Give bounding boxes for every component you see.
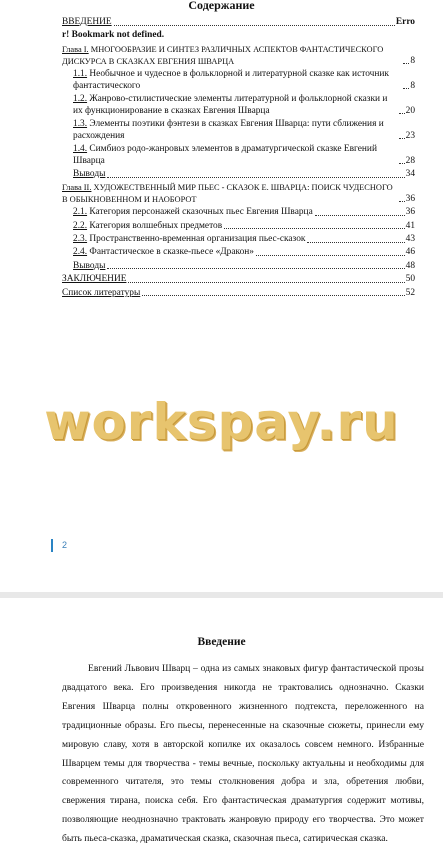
toc-entry-text[interactable] <box>73 69 401 92</box>
toc-leader-dots <box>224 228 404 229</box>
toc-entry-title[interactable]: Фантастическое в сказке-пьесе «Дракон» <box>87 247 254 258</box>
toc-leader-dots <box>307 242 404 243</box>
toc-entry[interactable] <box>62 69 415 92</box>
toc-entry-page: 48 <box>405 260 415 271</box>
toc-entry-title[interactable]: Элементы поэтики фэнтези в сказках Евгения Шварца: пути сближения и расхождения <box>73 118 384 141</box>
toc-entry-text[interactable] <box>73 234 305 246</box>
watermark: workspay.ru <box>44 393 399 451</box>
toc-entry-text[interactable] <box>73 207 313 219</box>
toc-entry-page: 34 <box>405 168 415 179</box>
toc-entry-label[interactable]: 1.3. <box>73 118 88 129</box>
toc-leader-dots <box>403 63 409 64</box>
toc-entry[interactable] <box>62 94 415 117</box>
toc-entry-page: 50 <box>405 274 415 285</box>
toc-title: Содержание <box>188 0 255 12</box>
toc-entry-page: 36 <box>405 193 415 204</box>
toc-entry-page: 41 <box>405 220 415 231</box>
toc-entry[interactable] <box>62 119 415 142</box>
toc-entry[interactable] <box>62 182 415 205</box>
toc-leader-dots <box>399 201 405 202</box>
toc-entry-label[interactable]: ВВЕДЕНИЕ <box>62 17 112 27</box>
toc-entry-text[interactable] <box>62 274 126 286</box>
toc-entry-label[interactable]: 2.4. <box>73 247 88 258</box>
toc-entry-label[interactable]: 1.2. <box>73 93 88 104</box>
toc-entry-text[interactable] <box>62 44 401 67</box>
toc-leader-dots <box>107 268 404 269</box>
toc-entry-text[interactable] <box>73 247 254 259</box>
toc-entry-title[interactable]: Категория персонажей сказочных пьес Евгения Шварца <box>87 207 313 218</box>
toc-entry-page: 23 <box>405 130 415 141</box>
toc-entry[interactable] <box>62 261 415 273</box>
toc-entry-text[interactable] <box>62 17 112 29</box>
toc-leader-dots <box>399 138 405 139</box>
toc-leader-dots <box>142 295 404 296</box>
toc-entry-title[interactable]: Симбиоз родо-жанровых элементов в драматургической сказке Евгений Шварца <box>73 143 377 166</box>
toc-entry-title[interactable]: Пространственно-временная организация пьес-сказок <box>87 234 306 245</box>
toc-entry-page: 36 <box>405 207 415 218</box>
toc-entry-page: 46 <box>405 247 415 258</box>
toc-entry-title[interactable]: Необычное и чудесное в фольклорной и литературной сказке как источник фантастического <box>73 68 389 91</box>
toc-entry[interactable] <box>62 288 415 300</box>
toc-leader-dots <box>256 255 405 256</box>
toc-leader-dots <box>315 215 405 216</box>
intro-title: Введение <box>197 636 246 648</box>
toc-entry-page: 28 <box>405 155 415 166</box>
table-of-contents <box>62 17 415 301</box>
toc-entry[interactable] <box>62 144 415 167</box>
toc-entry-text[interactable] <box>62 182 397 205</box>
page-intro <box>0 598 443 862</box>
toc-entry-page: 20 <box>405 105 415 116</box>
toc-entry-page: 43 <box>405 234 415 245</box>
toc-entry-text[interactable] <box>73 261 105 273</box>
toc-error-continuation: r! Bookmark not defined. <box>62 30 165 41</box>
toc-entry[interactable] <box>62 274 415 286</box>
toc-entry-label[interactable]: Выводы <box>73 260 106 271</box>
toc-entry-page: 8 <box>410 55 415 66</box>
toc-leader-dots <box>114 25 395 26</box>
toc-entry[interactable] <box>62 247 415 259</box>
toc-entry-text[interactable] <box>73 119 397 142</box>
toc-entry-label[interactable]: Список литературы <box>62 287 141 298</box>
toc-entry-label[interactable]: 2.1. <box>73 207 88 218</box>
toc-entry-page: Erro <box>395 17 415 27</box>
toc-entry-text[interactable] <box>73 94 397 117</box>
toc-leader-dots <box>128 282 404 283</box>
intro-paragraph: Евгений Львович Шварц – одна из самых знаковых фигур фантастической прозы двадцатого века. Его произведения никогда не трактовались однозначно. Сказки Евгения Шварца полны откровенного жизненного подтекста, переложенного на традиционные образы. Его пьесы, перенесенные на сказочные сюжеты, принесли ему мировую славу, хотя в авторской копилке их оказалось совсем немного. Избранные Шварцем темы для творчества - темы вечные, поскольку актуальны и необходимы для современного читателя, это темы столкновения добра и зла, обретения любви, свержения тирана, поиска себя. Его фантастическая драматургия содержит мотивы, позволяющие неоднозначно трактовать жанровую природу его творчества. Это может быть пьеса-сказка, драматическая сказка, сказочная пьеса, сатирическая сказка. <box>62 663 424 845</box>
toc-leader-dots <box>399 113 405 114</box>
page-number-text: 2 <box>62 540 68 550</box>
toc-entry-title[interactable]: МНОГООБРАЗИЕ И СИНТЕЗ РАЗЛИЧНЫХ АСПЕКТОВ ФАНТАСТИЧЕСКОГО ДИСКУРСА В СКАЗКАХ ЕВГЕНИЯ ШВАРЦА <box>62 44 384 66</box>
toc-entry-title[interactable]: ХУДОЖЕСТВЕННЫЙ МИР ПЬЕС - СКАЗОК Е. ШВАРЦА: ПОИСК ЧУДЕСНОГО В ОБЫКНОВЕННОМ И НАОБОРОТ <box>62 183 393 204</box>
toc-entry-text[interactable] <box>73 221 222 233</box>
toc-entry-label[interactable]: 1.1. <box>73 68 88 79</box>
toc-entry-page: 52 <box>405 287 415 298</box>
page-number <box>51 538 67 552</box>
toc-leader-dots <box>403 88 409 89</box>
page-number-bar <box>51 539 53 552</box>
toc-entry-label[interactable]: Выводы <box>73 168 106 179</box>
toc-entry-label[interactable]: 1.4. <box>73 143 88 154</box>
toc-entry[interactable] <box>62 44 415 67</box>
toc-entry-title[interactable]: Категория волшебных предметов <box>87 220 223 231</box>
toc-entry[interactable] <box>62 234 415 246</box>
toc-entry-text[interactable] <box>62 288 140 300</box>
toc-entry-label[interactable]: Глава II. <box>62 183 92 193</box>
toc-entry-title[interactable]: Жанрово-стилистические элементы литературной и фольклорной сказки и их функционирование в сказках Евгения Шварца <box>73 93 388 116</box>
toc-entry-label[interactable]: Глава I. <box>62 44 89 54</box>
toc-entry-text[interactable] <box>73 144 397 167</box>
toc-entry-label[interactable]: ЗАКЛЮЧЕНИЕ <box>62 274 127 285</box>
toc-entry[interactable] <box>62 169 415 181</box>
toc-entry[interactable] <box>62 207 415 219</box>
toc-entry[interactable] <box>62 221 415 233</box>
toc-entry-label[interactable]: 2.2. <box>73 220 88 231</box>
toc-entry-text[interactable] <box>73 169 105 181</box>
toc-entry-page: 8 <box>410 80 415 91</box>
toc-entry[interactable] <box>62 17 415 29</box>
toc-leader-dots <box>107 177 404 178</box>
toc-entry-label[interactable]: 2.3. <box>73 234 88 245</box>
toc-leader-dots <box>399 163 405 164</box>
